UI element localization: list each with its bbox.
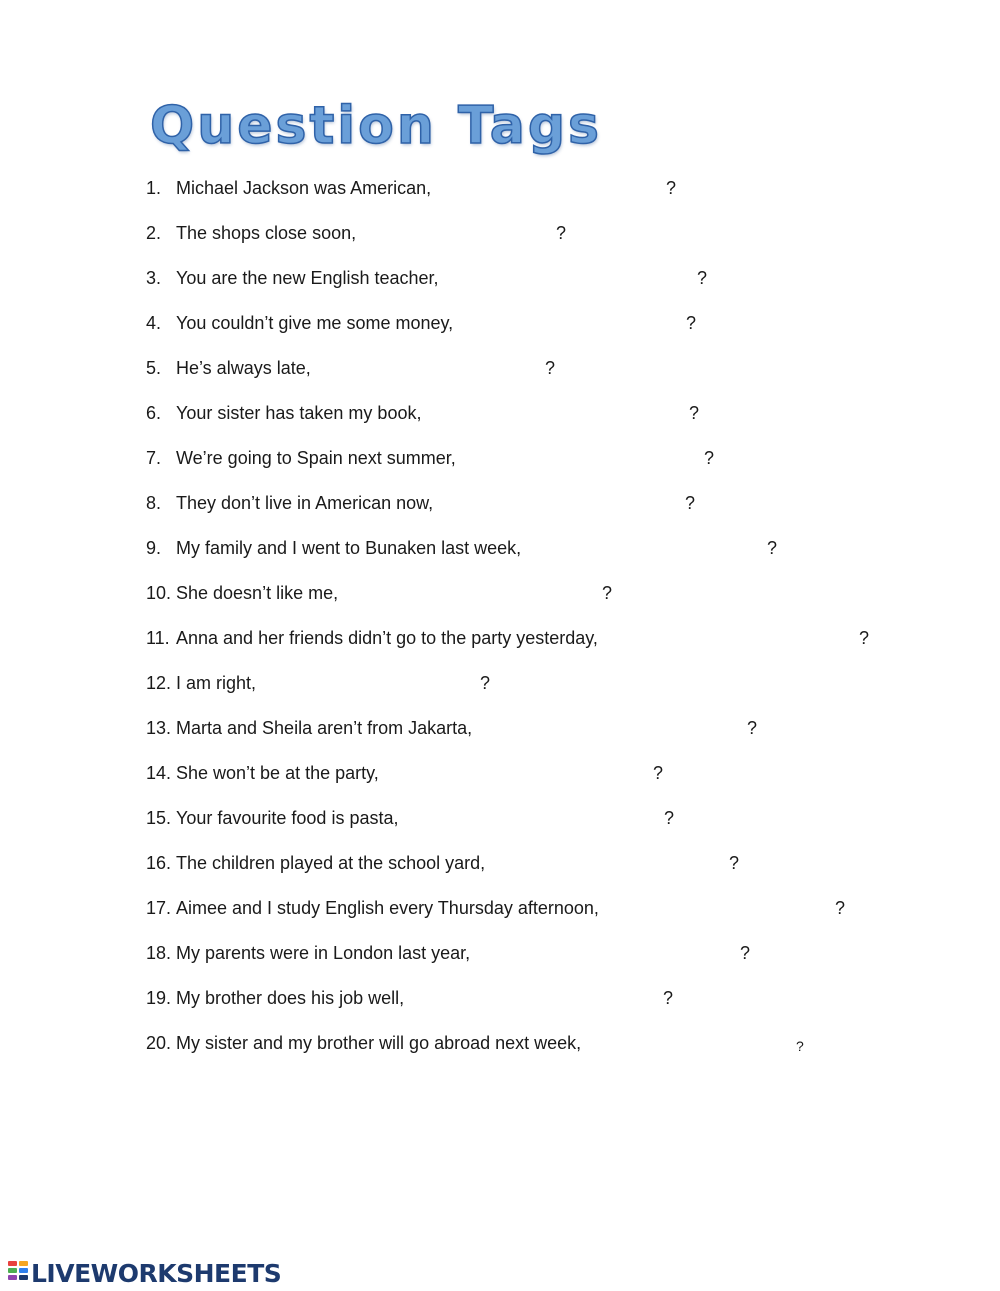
- question-number: 14.: [146, 763, 172, 783]
- question-number: 18.: [146, 943, 172, 963]
- question-number: 6.: [146, 403, 162, 423]
- question-item: [0, 1031, 1000, 1055]
- question-mark: ?: [704, 448, 715, 468]
- liveworksheets-logo-icon: [8, 1261, 28, 1285]
- question-text: Marta and Sheila aren’t from Jakarta,: [176, 718, 473, 738]
- question-text: My sister and my brother will go abroad next week,: [176, 1033, 582, 1053]
- question-mark: ?: [602, 583, 613, 603]
- question-number: 9.: [146, 538, 162, 558]
- question-item: [0, 896, 1000, 920]
- question-mark: ?: [556, 223, 567, 243]
- worksheet-title: Question Tags: [150, 96, 603, 156]
- question-mark: ?: [747, 718, 758, 738]
- question-text: He’s always late,: [176, 358, 311, 378]
- question-text: My brother does his job well,: [176, 988, 405, 1008]
- question-mark: ?: [480, 673, 491, 693]
- question-text: Aimee and I study English every Thursday afternoon,: [176, 898, 599, 918]
- question-item: [0, 311, 1000, 335]
- question-item: [0, 491, 1000, 515]
- question-text: The shops close soon,: [176, 223, 357, 243]
- question-item: [0, 986, 1000, 1010]
- question-item: [0, 941, 1000, 965]
- question-item: [0, 401, 1000, 425]
- question-item: [0, 221, 1000, 245]
- question-item: [0, 266, 1000, 290]
- question-text: My parents were in London last year,: [176, 943, 471, 963]
- question-item: [0, 176, 1000, 200]
- question-mark: ?: [796, 1038, 804, 1054]
- question-text: They don’t live in American now,: [176, 493, 434, 513]
- question-item: [0, 356, 1000, 380]
- question-item: [0, 716, 1000, 740]
- question-mark: ?: [685, 493, 696, 513]
- question-mark: ?: [729, 853, 740, 873]
- question-number: 17.: [146, 898, 172, 918]
- question-number: 2.: [146, 223, 162, 243]
- question-mark: ?: [689, 403, 700, 423]
- question-text: The children played at the school yard,: [176, 853, 486, 873]
- question-text: You are the new English teacher,: [176, 268, 439, 288]
- question-text: Your sister has taken my book,: [176, 403, 422, 423]
- question-mark: ?: [653, 763, 664, 783]
- question-item: [0, 761, 1000, 785]
- question-number: 3.: [146, 268, 162, 288]
- question-text: Anna and her friends didn’t go to the party yesterday,: [176, 628, 598, 648]
- question-number: 15.: [146, 808, 172, 828]
- question-number: 13.: [146, 718, 172, 738]
- question-number: 1.: [146, 178, 162, 198]
- question-mark: ?: [697, 268, 708, 288]
- question-text: We’re going to Spain next summer,: [176, 448, 456, 468]
- question-mark: ?: [545, 358, 556, 378]
- question-number: 12.: [146, 673, 172, 693]
- question-number: 11.: [146, 628, 170, 648]
- question-item: [0, 581, 1000, 605]
- question-mark: ?: [686, 313, 697, 333]
- question-mark: ?: [740, 943, 751, 963]
- question-text: She doesn’t like me,: [176, 583, 339, 603]
- question-item: [0, 626, 1000, 650]
- question-mark: ?: [664, 808, 675, 828]
- question-mark: ?: [666, 178, 677, 198]
- question-number: 5.: [146, 358, 162, 378]
- question-text: She won’t be at the party,: [176, 763, 379, 783]
- question-item: [0, 806, 1000, 830]
- question-mark: ?: [767, 538, 778, 558]
- logo-text: LIVEWORKSHEETS: [31, 1258, 282, 1288]
- question-text: You couldn’t give me some money,: [176, 313, 454, 333]
- question-number: 16.: [146, 853, 172, 873]
- question-item: [0, 851, 1000, 875]
- question-number: 20.: [146, 1033, 172, 1053]
- question-item: [0, 446, 1000, 470]
- question-number: 10.: [146, 583, 172, 603]
- liveworksheets-logo: [8, 1259, 281, 1287]
- question-mark: ?: [835, 898, 846, 918]
- question-mark: ?: [859, 628, 870, 648]
- question-number: 19.: [146, 988, 172, 1008]
- question-number: 4.: [146, 313, 162, 333]
- question-number: 8.: [146, 493, 162, 513]
- question-text: I am right,: [176, 673, 257, 693]
- question-item: [0, 671, 1000, 695]
- question-text: My family and I went to Bunaken last week,: [176, 538, 522, 558]
- question-mark: ?: [663, 988, 674, 1008]
- question-text: Your favourite food is pasta,: [176, 808, 399, 828]
- question-number: 7.: [146, 448, 162, 468]
- question-text: Michael Jackson was American,: [176, 178, 432, 198]
- question-item: [0, 536, 1000, 560]
